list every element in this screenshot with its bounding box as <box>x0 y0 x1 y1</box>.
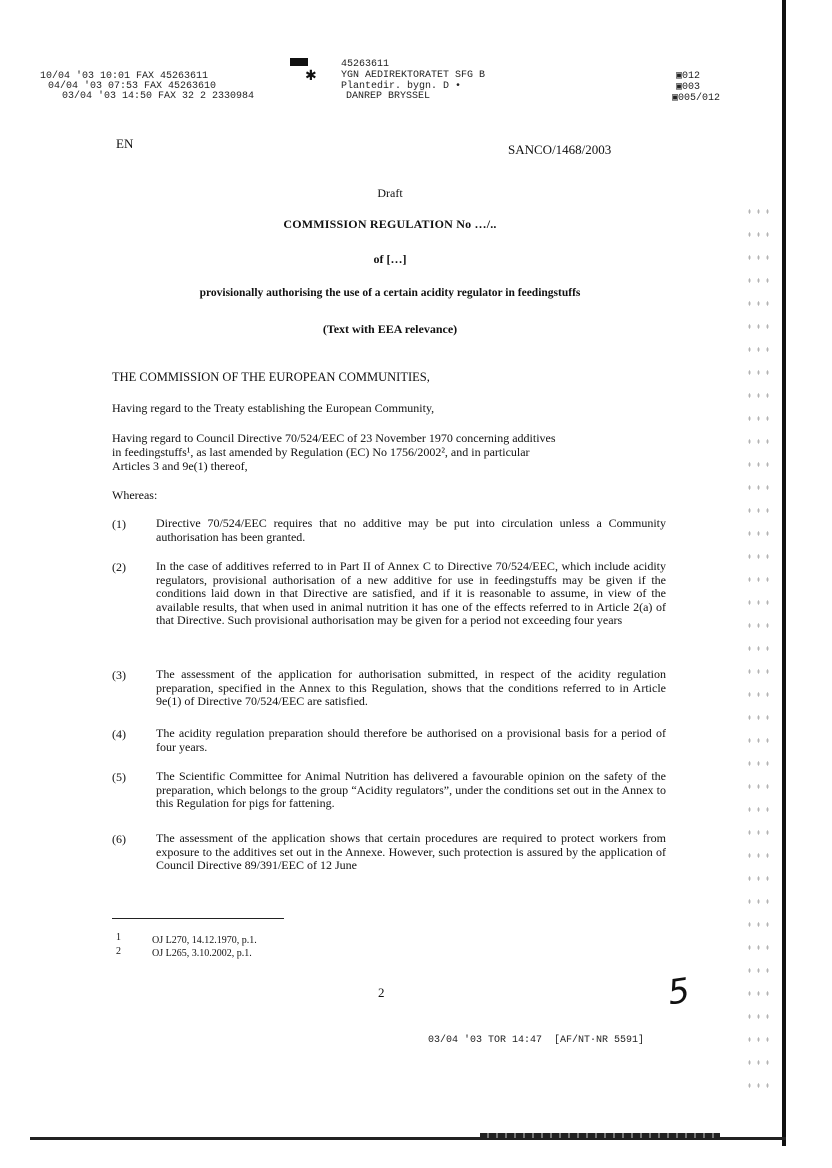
fax-number: 45263611 <box>341 59 390 70</box>
regulation-title: COMMISSION REGULATION No …/.. <box>283 217 497 231</box>
recital-text: The assessment of the application shows that certain procedures are required to protect workers from exposure to the additives set out in the Annexe. However, such protection is assured by the application of Council Directive 89/391/EEC of 12 June <box>156 831 666 872</box>
draft-label: Draft <box>377 186 403 200</box>
fax-line1-mid: YGN AEDIREKTORATET SFG B <box>341 70 486 81</box>
recital-text: The acidity regulation preparation should therefore be authorised on a provisional basis for a period of four years. <box>156 726 666 754</box>
scan-noise <box>745 200 775 1100</box>
handwritten-page-mark: 5 <box>665 970 693 1014</box>
regard-treaty: Having regard to the Treaty establishing the European Community, <box>112 401 435 415</box>
fax-line2-page: 003 <box>682 82 701 93</box>
document-reference: SANCO/1468/2003 <box>508 142 612 157</box>
fax-line3-mid: DANREP BRYSSEL <box>346 91 431 102</box>
fax-line3-left: 03/04 '03 14:50 FAX 32 2 2330984 <box>62 91 255 102</box>
fax-line1-page: 012 <box>682 71 701 82</box>
fax-line3-right: ▣005/012 <box>672 93 721 104</box>
recital-number: (6) <box>112 832 126 846</box>
regulation-subtitle: provisionally authorising the use of a certain acidity regulator in feedingstuffs <box>199 287 581 299</box>
recital-number: (5) <box>112 770 126 784</box>
recital-number: (2) <box>112 560 126 574</box>
fax-logo-icon: ✱ <box>305 69 317 84</box>
recital-text: Directive 70/524/EEC requires that no additive may be put into circulation unless a Community authorisation has been granted. <box>156 516 666 544</box>
recital-number: (3) <box>112 668 126 682</box>
scan-bottom-noise <box>480 1133 720 1138</box>
page-number: 2 <box>378 985 385 1000</box>
whereas-label: Whereas: <box>112 488 158 502</box>
eea-relevance: (Text with EEA relevance) <box>322 322 458 336</box>
fax-line2-right: ▣003 <box>676 82 701 93</box>
fax-line1-left: 10/04 '03 10:01 FAX 45263611 <box>40 71 209 82</box>
footer-fax-line: 03/04 '03 TOR 14:47 [AF/NT·NR 5591] <box>428 1035 645 1046</box>
regard-directive-line3: Articles 3 and 9e(1) thereof, <box>112 459 248 473</box>
recital-number: (1) <box>112 517 126 531</box>
fax-line1-right: ▣012 <box>676 71 701 82</box>
footnote-mark: 2 <box>116 946 121 957</box>
regard-directive-line2: in feedingstuffs¹, as last amended by Regulation (EC) No 1756/2002², and in particular <box>112 445 530 459</box>
regulation-date: of […] <box>373 252 407 266</box>
recital-number: (4) <box>112 727 126 741</box>
fax-line2-mid: Plantedir. bygn. D • <box>341 81 462 92</box>
recital-text: The assessment of the application for authorisation submitted, in respect of the acidity regulation preparation, specified in the Annex to this Regulation, shows that the conditions referred to in Article 9e(1) of Directive 70/524/EEC are satisfied. <box>156 667 666 708</box>
footnote-separator <box>112 918 284 919</box>
fax-line3-page: 005/012 <box>678 93 721 104</box>
fax-mark <box>290 58 308 66</box>
language-code: EN <box>116 136 134 151</box>
footnote-text: OJ L270, 14.12.1970, p.1. <box>152 935 257 946</box>
regard-directive-line1: Having regard to Council Directive 70/524/EEC of 23 November 1970 concerning additives <box>112 431 556 445</box>
fax-line2-left: 04/04 '03 07:53 FAX 45263610 <box>48 81 217 92</box>
commission-heading: THE COMMISSION OF THE EUROPEAN COMMUNITIES, <box>112 370 430 384</box>
recital-text: The Scientific Committee for Animal Nutrition has delivered a favourable opinion on the safety of the preparation, which belongs to the group “Acidity regulators”, under the conditions set out in the Annex to this Regulation for pigs for fattening. <box>156 769 666 810</box>
footnote-mark: 1 <box>116 932 121 943</box>
scan-right-edge <box>782 0 786 1146</box>
footnote-text: OJ L265, 3.10.2002, p.1. <box>152 948 252 959</box>
recital-text: In the case of additives referred to in Part II of Annex C to Directive 70/524/EEC, which include acidity regulators, provisional authorisation of a new additive for use in feedingstuffs may be given if the conditions laid down in that Directive are satisfied, and if it is reasonable to assume, in view of the available results, that when used in animal nutrition it has one of the effects referred to in Article 2(a) of that Directive. Such provisional authorisation may be given for a period not exceeding four years <box>156 559 666 627</box>
